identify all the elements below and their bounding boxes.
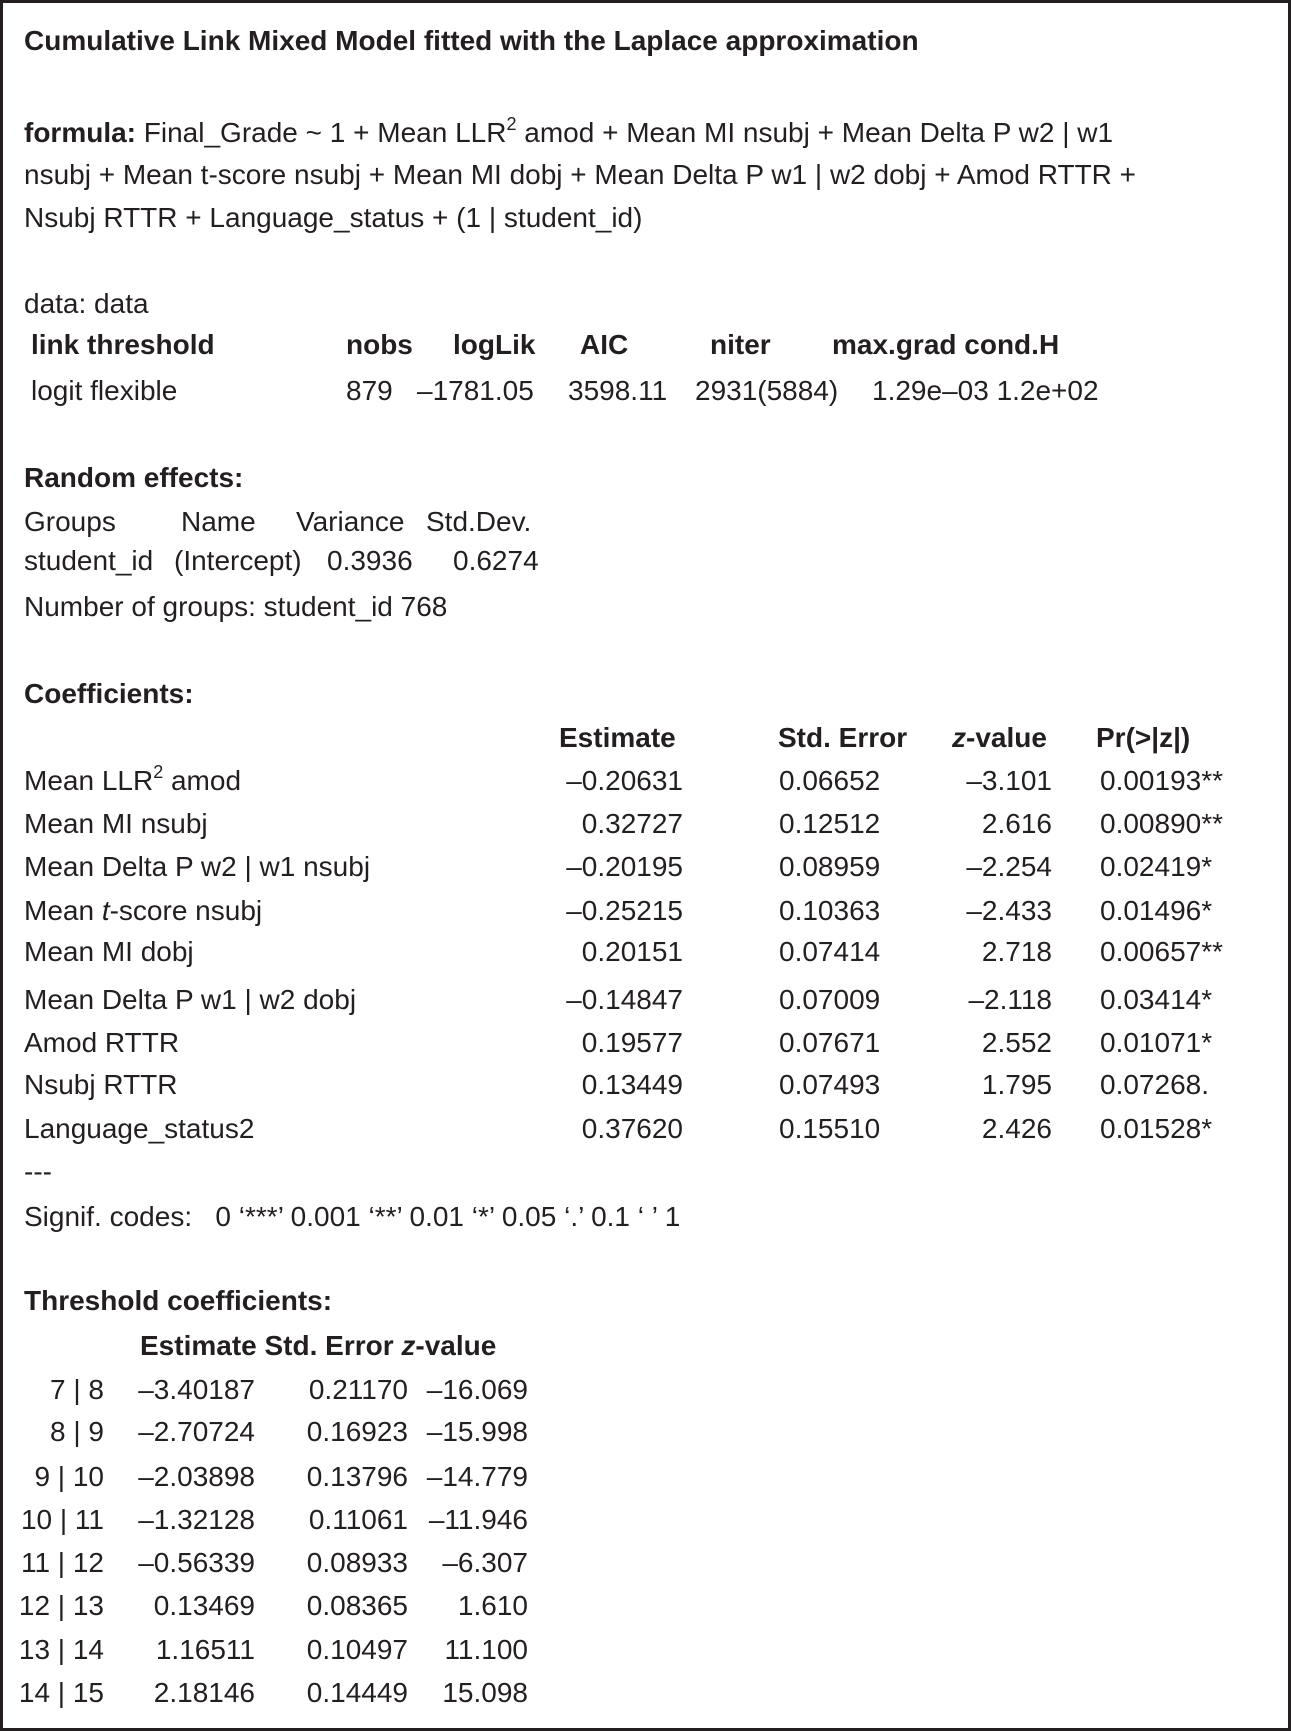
coef-row-3-z: –2.254 xyxy=(966,851,1052,882)
coef-row-1-name-sup: 2 xyxy=(153,762,164,782)
formula-line-2: nsubj + Mean t-score nsubj + Mean MI dobj + Mean Delta P w1 | w2 dobj + Amod RTTR + xyxy=(24,159,1137,190)
coef-row-4-z: –2.433 xyxy=(966,895,1052,926)
threshold-row-8-estimate: 2.18146 xyxy=(153,1677,255,1708)
signif-codes-line: Signif. codes: 0 ‘***’ 0.001 ‘**’ 0.01 ‘*’ 0.05 ‘.’ 0.1 ‘ ’ 1 xyxy=(24,1201,681,1232)
random-header-groups: Groups xyxy=(24,506,116,537)
coef-row-7-z: 2.552 xyxy=(981,1027,1052,1058)
fit-value-aic: 3598.11 xyxy=(568,375,668,406)
coef-header-z-suffix: -value xyxy=(966,722,1047,753)
threshold-row-5-name: 11 | 12 xyxy=(20,1547,104,1578)
coef-row-2-se: 0.12512 xyxy=(779,808,881,839)
coef-row-9-se: 0.15510 xyxy=(779,1113,881,1144)
threshold-row-8-z: 15.098 xyxy=(442,1677,528,1708)
threshold-row-7-z: 11.100 xyxy=(444,1634,528,1665)
threshold-row-6-se: 0.08365 xyxy=(306,1590,408,1621)
threshold-row-3-estimate: –2.03898 xyxy=(138,1461,255,1492)
threshold-row-6-z: 1.610 xyxy=(457,1590,528,1621)
coef-row-7-name: Amod RTTR xyxy=(24,1027,180,1058)
random-effects-heading: Random effects: xyxy=(24,462,244,493)
coef-row-5-name: Mean MI dobj xyxy=(24,936,194,967)
coef-row-5-se: 0.07414 xyxy=(779,936,881,967)
coef-row-1-z: –3.101 xyxy=(966,765,1052,796)
coef-header-z-italic: z xyxy=(952,722,966,753)
coef-row-2-estimate: 0.32727 xyxy=(581,808,683,839)
fit-value-niter: 2931(5884) xyxy=(695,375,839,406)
threshold-row-4-z: –11.946 xyxy=(428,1504,528,1535)
coef-row-4-name-a: Mean xyxy=(24,895,102,926)
random-header-stddev: Std.Dev. xyxy=(426,506,532,537)
fit-value-loglik: –1781.05 xyxy=(417,375,534,406)
threshold-row-7-se: 0.10497 xyxy=(306,1634,408,1665)
coef-row-8-se: 0.07493 xyxy=(779,1069,881,1100)
coef-row-4-name xyxy=(24,897,262,925)
fit-header-nobs: nobs xyxy=(346,329,413,360)
coef-row-9-name: Language_status2 xyxy=(24,1113,255,1144)
formula-text-1b: amod + Mean MI nsubj + Mean Delta P w2 | w1 xyxy=(516,117,1114,148)
formula-label: formula: xyxy=(24,117,136,148)
coef-row-1-name-a: Mean LLR xyxy=(24,765,154,796)
coef-header-estimate: Estimate xyxy=(559,722,676,753)
coef-header-std-error: Std. Error xyxy=(778,722,908,753)
coef-row-6-name: Mean Delta P w1 | w2 dobj xyxy=(24,984,357,1015)
coef-row-1-name xyxy=(24,762,242,796)
threshold-row-3-z: –14.779 xyxy=(426,1461,528,1492)
coef-row-4-estimate: –0.25215 xyxy=(566,895,683,926)
fit-header-link-threshold: link threshold xyxy=(31,329,215,360)
threshold-row-4-estimate: –1.32128 xyxy=(138,1504,255,1535)
coef-row-7-se: 0.07671 xyxy=(779,1027,881,1058)
coef-row-3-se: 0.08959 xyxy=(779,851,881,882)
random-groups-line: Number of groups: student_id 768 xyxy=(24,591,448,622)
coef-row-6-z: –2.118 xyxy=(968,984,1052,1015)
threshold-header-estimate-se: Estimate Std. Error xyxy=(140,1330,402,1361)
coef-row-7-p: 0.01071* xyxy=(1100,1027,1213,1058)
threshold-row-1-name: 7 | 8 xyxy=(50,1374,104,1405)
random-row-name: (Intercept) xyxy=(174,545,302,576)
threshold-row-1-z: –16.069 xyxy=(426,1374,528,1405)
random-row-stddev: 0.6274 xyxy=(453,545,539,576)
coef-header-z-value xyxy=(952,724,1047,752)
coefficients-heading: Coefficients: xyxy=(24,678,194,709)
formula-text-1a: Final_Grade ~ 1 + Mean LLR xyxy=(143,117,507,148)
coef-row-8-estimate: 0.13449 xyxy=(581,1069,683,1100)
threshold-row-7-name: 13 | 14 xyxy=(18,1634,104,1665)
formula-line-3: Nsubj RTTR + Language_status + (1 | student_id) xyxy=(24,202,643,233)
coef-row-8-p: 0.07268. xyxy=(1100,1069,1209,1100)
threshold-row-2-se: 0.16923 xyxy=(306,1416,408,1447)
fit-header-niter: niter xyxy=(710,329,771,360)
threshold-row-7-estimate: 1.16511 xyxy=(155,1634,255,1665)
coef-row-3-p: 0.02419* xyxy=(1100,851,1213,882)
coef-row-6-estimate: –0.14847 xyxy=(566,984,683,1015)
coef-row-3-estimate: –0.20195 xyxy=(566,851,683,882)
fit-header-maxgrad-condh: max.grad cond.H xyxy=(832,329,1060,360)
threshold-row-2-estimate: –2.70724 xyxy=(138,1416,255,1447)
threshold-row-8-se: 0.14449 xyxy=(306,1677,408,1708)
coef-row-1-estimate: –0.20631 xyxy=(566,765,683,796)
fit-header-aic: AIC xyxy=(580,329,629,360)
threshold-row-6-name: 12 | 13 xyxy=(18,1590,104,1621)
formula-superscript: 2 xyxy=(506,114,517,134)
coef-row-6-se: 0.07009 xyxy=(779,984,881,1015)
threshold-row-2-name: 8 | 9 xyxy=(50,1416,104,1447)
page-title: Cumulative Link Mixed Model fitted with the Laplace approximation xyxy=(24,25,919,56)
coef-row-5-estimate: 0.20151 xyxy=(581,936,683,967)
random-row-groups: student_id xyxy=(24,545,154,576)
threshold-row-5-estimate: –0.56339 xyxy=(138,1547,255,1578)
coef-row-5-z: 2.718 xyxy=(981,936,1052,967)
coef-row-2-z: 2.616 xyxy=(981,808,1052,839)
coef-row-5-p: 0.00657** xyxy=(1100,936,1224,967)
coef-row-2-name: Mean MI nsubj xyxy=(24,808,208,839)
coef-row-7-estimate: 0.19577 xyxy=(581,1027,683,1058)
coef-row-4-name-b: -score nsubj xyxy=(109,895,263,926)
coef-row-1-se: 0.06652 xyxy=(779,765,881,796)
coef-header-p-value: Pr(>|z|) xyxy=(1096,722,1191,753)
fit-value-nobs: 879 xyxy=(346,375,393,406)
fit-value-maxgrad-condh: 1.29e–03 1.2e+02 xyxy=(872,375,1099,406)
fit-header-loglik: logLik xyxy=(453,329,536,360)
coef-row-4-name-italic: t xyxy=(101,895,110,926)
threshold-header-z-italic: z xyxy=(401,1330,416,1361)
random-header-name: Name xyxy=(181,506,256,537)
coef-row-4-se: 0.10363 xyxy=(779,895,881,926)
threshold-row-3-se: 0.13796 xyxy=(306,1461,408,1492)
random-row-variance: 0.3936 xyxy=(327,545,413,576)
coef-row-6-p: 0.03414* xyxy=(1100,984,1213,1015)
random-header-variance: Variance xyxy=(296,506,405,537)
coef-row-4-p: 0.01496* xyxy=(1100,895,1213,926)
threshold-row-1-se: 0.21170 xyxy=(308,1374,408,1405)
threshold-header-z-suffix: -value xyxy=(415,1330,497,1361)
threshold-header xyxy=(140,1332,496,1360)
coef-separator: --- xyxy=(24,1156,52,1187)
threshold-row-3-name: 9 | 10 xyxy=(34,1461,104,1492)
threshold-row-6-estimate: 0.13469 xyxy=(153,1590,255,1621)
threshold-row-5-z: –6.307 xyxy=(442,1547,528,1578)
coef-row-9-z: 2.426 xyxy=(981,1113,1052,1144)
coef-row-3-name: Mean Delta P w2 | w1 nsubj xyxy=(24,851,371,882)
coef-row-9-estimate: 0.37620 xyxy=(581,1113,683,1144)
coef-row-8-name: Nsubj RTTR xyxy=(24,1069,178,1100)
coef-row-8-z: 1.795 xyxy=(981,1069,1052,1100)
threshold-row-1-estimate: –3.40187 xyxy=(138,1374,255,1405)
threshold-row-8-name: 14 | 15 xyxy=(18,1677,104,1708)
fit-value-link-threshold: logit flexible xyxy=(31,375,178,406)
coef-row-1-name-b: amod xyxy=(163,765,242,796)
threshold-row-5-se: 0.08933 xyxy=(306,1547,408,1578)
coef-row-9-p: 0.01528* xyxy=(1100,1113,1213,1144)
coef-row-2-p: 0.00890** xyxy=(1100,808,1224,839)
threshold-row-4-name: 10 | 11 xyxy=(20,1504,104,1535)
threshold-heading: Threshold coefficients: xyxy=(24,1285,333,1316)
formula-line-1 xyxy=(24,114,1114,148)
data-line: data: data xyxy=(24,288,149,319)
threshold-row-2-z: –15.998 xyxy=(426,1416,528,1447)
threshold-row-4-se: 0.11061 xyxy=(308,1504,408,1535)
coef-row-1-p: 0.00193** xyxy=(1100,765,1224,796)
